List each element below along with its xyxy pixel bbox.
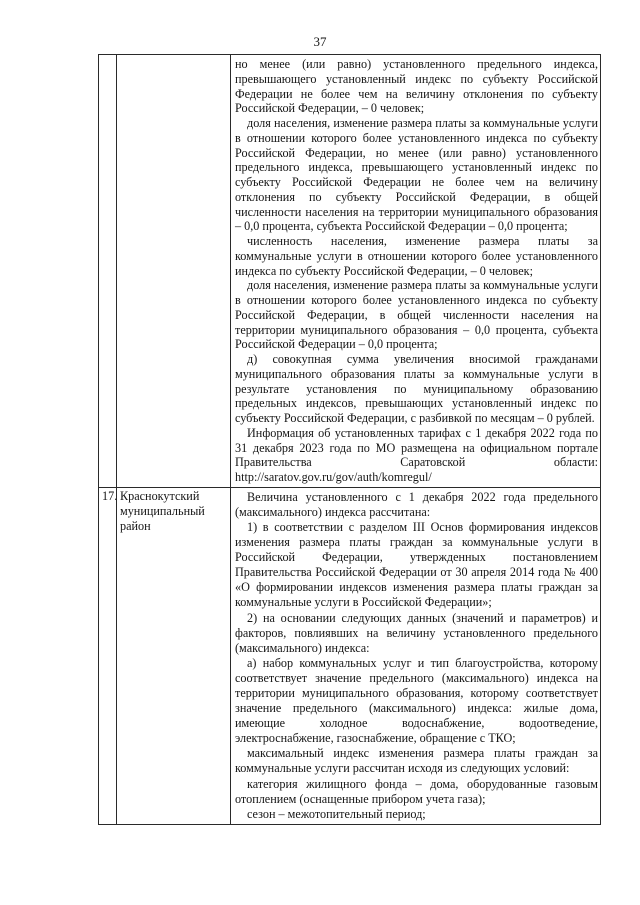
document-table — [98, 54, 601, 825]
row-number: 17. — [99, 487, 117, 824]
paragraph: доля населения, изменение размера платы за коммунальные услуги в отношении которого более установленного индекса по субъекту Российской Федерации, но менее (или равно) установленного предельного индекса, превышающего установленный индекс по субъекту Российской Федерации не более чем на величину отклонения по субъекту Российской Федерации, в общей численности населения на территории муниципального образования – 0,0 процента, субъекта Российской Федерации – 0,0 процента; — [235, 116, 598, 234]
municipality-name — [117, 55, 231, 488]
paragraph: категория жилищного фонда – дома, оборудованные газовым отоплением (оснащенные прибором учета газа); — [235, 776, 598, 806]
paragraph: 2) на основании следующих данных (значений и параметров) и факторов, повлиявших на величину установленного предельного (максимального) индекса: — [235, 610, 598, 655]
paragraph: Величина установленного с 1 декабря 2022 года предельного (максимального) индекса рассчитана: — [235, 489, 598, 519]
paragraph: доля населения, изменение размера платы за коммунальные услуги в отношении которого более установленного индекса по субъекту Российской Федерации, в общей численности населения на территории муниципального образования – 0,0 процента, субъекта Российской Федерации – 0,0 процента; — [235, 278, 598, 352]
row-number — [99, 55, 117, 488]
paragraph: Информация об установленных тарифах с 1 декабря 2022 года по 31 декабря 2023 года по МО размещена на официальном портале Правительства Саратовской области: http://saratov.gov.ru/gov/auth/komregul/ — [235, 425, 598, 484]
paragraph: сезон – межотопительный период; — [247, 806, 426, 821]
row-content — [231, 487, 601, 824]
page-number: 37 — [313, 34, 327, 49]
paragraph: но менее (или равно) установленного предельного индекса, превышающего установленный индекс по субъекту Российской Федерации не более чем на величину отклонения по субъекту Российской Федерации, – 0 человек; — [235, 57, 598, 116]
table-row — [99, 487, 601, 824]
paragraph: максимальный индекс изменения размера платы граждан за коммунальные услуги рассчитан исходя из следующих условий: — [235, 746, 598, 776]
paragraph: д) совокупная сумма увеличения вносимой гражданами муниципального образования платы за коммунальные услуги в результате установления по муниципальному образованию предельных индексов, превышающих установленный индекс по субъекту Российской Федерации, с разбивкой по месяцам – 0 рублей. — [235, 352, 598, 425]
row-content — [231, 55, 601, 488]
paragraph: численность населения, изменение размера платы за коммунальные услуги в отношении которого более установленного индекса по субъекту Российской Федерации, – 0 человек; — [235, 234, 598, 278]
table-row — [99, 55, 601, 488]
paragraph: 1) в соответствии с разделом III Основ формирования индексов изменения размера платы граждан за коммунальные услуги в Российской Федерации, утвержденных постановлением Правительства Российской Федерации от 30 апреля 2014 года № 400 «О формировании индексов изменения размера платы граждан за коммунальные услуги в Российской Федерации»; — [235, 519, 598, 610]
paragraph: а) набор коммунальных услуг и тип благоустройства, которому соответствует значение предельного (максимального) индекса на территории муниципального образования, которому соответствует значение предельного (максимального) индекса: жилые дома, имеющие холодное водоснабжение, водоотведение, электроснабжение, газоснабжение, обращение с ТКО; — [235, 655, 598, 746]
municipality-name: Краснокутский муниципальный район — [117, 487, 231, 824]
